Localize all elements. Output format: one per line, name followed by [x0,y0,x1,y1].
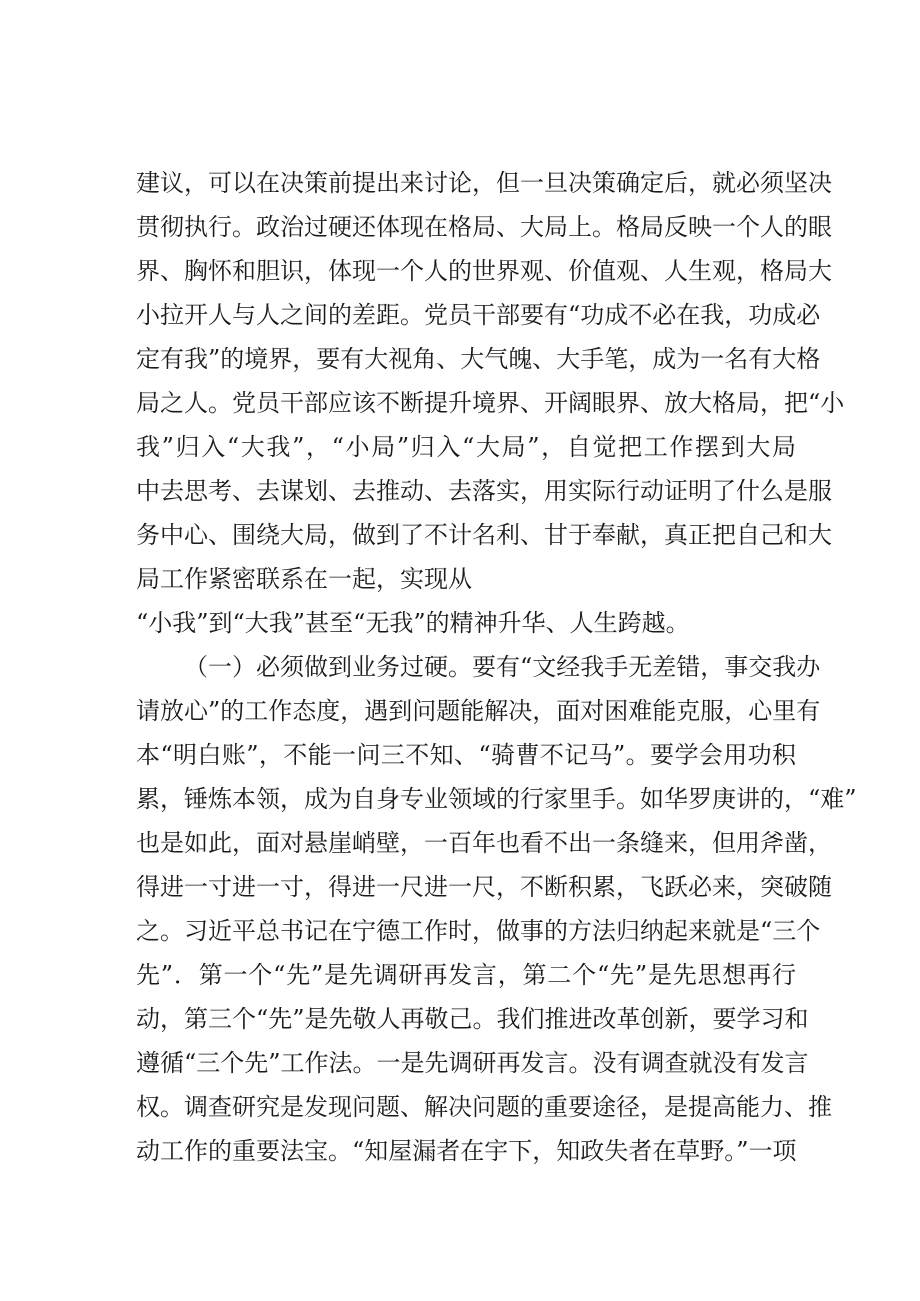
text-line: 局之人。党员干部应该不断提升境界、开阔眼界、放大格局，把“小 [136,389,845,417]
text-line: 中去思考、去谋划、去推动、去落实，用实际行动证明了什么是服 [136,477,832,505]
text-line: 请放心”的工作态度，遇到问题能解决，面对困难能克服，心里有 [136,697,821,725]
text-line: 动，第三个“先”是先敬人再敬己。我们推进改革创新，要学习和 [136,1005,809,1033]
text-line: 定有我”的境界，要有大视角、大气魄、大手笔，成为一名有大格 [136,345,821,373]
text-line: 小拉开人与人之间的差距。党员干部要有“功成不必在我，功成必 [136,301,821,329]
text-line: 也是如此，面对悬崖峭壁，一百年也看不出一条缝来，但用斧凿， [136,829,832,857]
text-line: 建议，可以在决策前提出来讨论，但一旦决策确定后，就必须坚决 [136,169,832,197]
text-line: 界、胸怀和胆识，体现一个人的世界观、价值观、人生观，格局大 [136,257,832,285]
text-line: （一）必须做到业务过硬。要有“文经我手无差错，事交我办 [184,653,821,681]
text-line: 本“明白账”，不能一问三不知、“骑曹不记马”。要学会用功积 [136,741,796,769]
text-line: 局工作紧密联系在一起，实现从 [136,565,472,593]
text-line: 贯彻执行。政治过硬还体现在格局、大局上。格局反映一个人的眼 [136,213,832,241]
text-line: 权。调查研究是发现问题、解决问题的重要途径，是提高能力、推 [136,1093,832,1121]
text-line: 我”归入“大我”，“小局”归入“大局”，自觉把工作摆到大局 [136,433,796,461]
text-line: 遵循“三个先”工作法。一是先调研再发言。没有调查就没有发言 [136,1049,809,1077]
text-line: 动工作的重要法宝。“知屋漏者在宇下，知政失者在草野。”一项 [136,1137,797,1165]
text-line: 累，锤炼本领，成为自身专业领域的行家里手。如华罗庚讲的，“难” [136,785,857,813]
text-line: 务中心、围绕大局，做到了不计名利、甘于奉献，真正把自己和大 [136,521,832,549]
text-line: 先”．第一个“先”是先调研再发言，第二个“先”是先思想再行 [136,961,796,989]
text-line: 之。习近平总书记在宁德工作时，做事的方法归纳起来就是“三个 [136,917,821,945]
text-line: 得进一寸进一寸，得进一尺进一尺，不断积累，飞跃必来，突破随 [136,873,832,901]
text-line: “小我”到“大我”甚至“无我”的精神升华、人生跨越。 [136,609,690,637]
